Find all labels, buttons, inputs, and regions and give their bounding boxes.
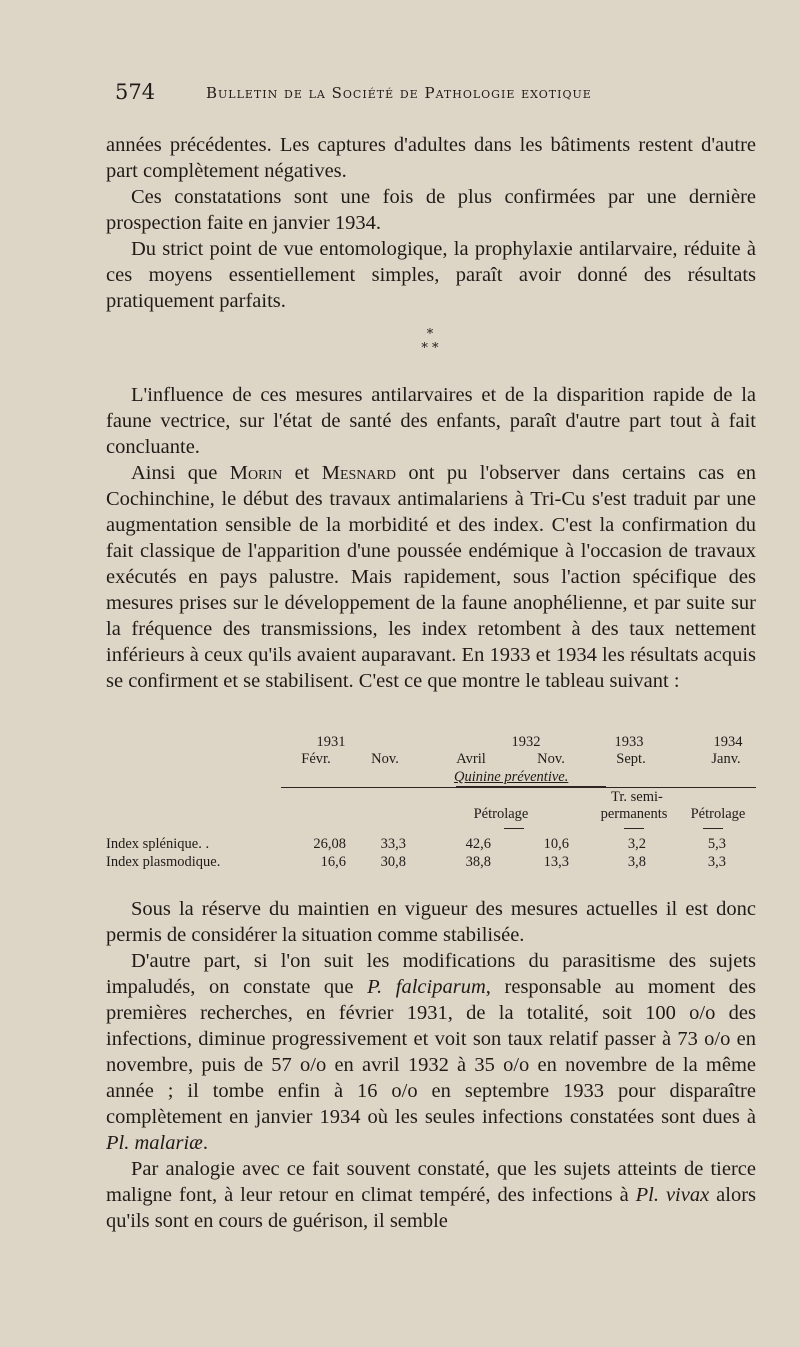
table-cell: 26,08	[313, 836, 346, 852]
table-cell: 42,6	[465, 836, 491, 852]
text-block-bottom	[106, 896, 756, 1234]
paragraph	[106, 948, 756, 1156]
column-dash	[703, 828, 723, 829]
text-run: Par analogie avec ce fait souvent constaté, que les sujets atteints de tierce maligne font, à leur retour en climat tempéré, des infections à	[106, 1158, 756, 1206]
month-header: Avril	[456, 751, 486, 767]
table-cell: 33,3	[380, 836, 406, 852]
month-header: Févr.	[301, 751, 331, 767]
separator-stars: * *	[421, 341, 439, 356]
table-cell: 30,8	[380, 854, 406, 870]
table-cell: 3,2	[627, 836, 646, 852]
paragraph	[106, 460, 756, 694]
month-header: Nov.	[371, 751, 399, 767]
text-block-top	[106, 132, 756, 314]
text-run: , responsable au moment des premières recherches, en février 1931, de la totalité, soit 100 o/o des infections, diminue progressivement et voit son taux relatif passer à 73 o/o en novembre, puis de 57 o/o en avril 1932 à 35 o/o en novembre de la même année ; il tombe enfin à 16 o/o en septembre 1933 pour disparaître complètement en janvier 1934 où les seules infections constatées sont dues à	[106, 976, 757, 1128]
month-header: Nov.	[537, 751, 565, 767]
text-run: ont pu l'observer dans certains cas en Cochinchine, le début des travaux antimalariens à Tri-Cu s'est traduit par une augmentation sensible de la morbidité et des index. C'est la confirmation du fait classique de l'apparition d'une poussée endémique à l'occasion de travaux exécutés en pays palustre. Mais rapidement, sous l'action spécifique des mesures prises sur le développement de la faune anophélienne, et par suite sur la fréquence des transmissions, les index retombent à des taux nettement inférieurs à ceux qu'ils avaient auparavant. En 1933 et 1934 les résultats acquis se confirment et se stabilisent. C'est ce que montre le tableau suivant :	[106, 462, 756, 692]
text-run: et	[294, 462, 310, 484]
row-label: Index plasmodique.	[106, 854, 221, 870]
paragraph: Sous la réserve du maintien en vigueur des mesures actuelles il est donc permis de considérer la situation comme stabilisée.	[106, 898, 756, 946]
table-cell: 16,6	[320, 854, 346, 870]
table-cell: 3,3	[707, 854, 726, 870]
column-dash	[624, 828, 644, 829]
species-name: Pl. malariæ	[106, 1132, 203, 1154]
page-header	[115, 80, 755, 110]
table-cell: 10,6	[543, 836, 569, 852]
year-header: 1932	[511, 734, 541, 750]
year-header: 1934	[713, 734, 743, 750]
species-name: Pl. vivax	[635, 1184, 710, 1206]
year-header: 1933	[614, 734, 644, 750]
brace-rule	[456, 786, 606, 788]
species-name: P. falciparum	[367, 976, 486, 998]
running-head: Bulletin de la Société de Pathologie exotique	[206, 84, 592, 102]
author-name: Mesnard	[321, 462, 396, 484]
page-number: 574	[115, 80, 156, 104]
text-run: Ainsi que	[131, 462, 218, 484]
sub-header: Pétrolage	[473, 806, 529, 822]
text-block-middle	[106, 382, 756, 694]
paragraph: L'influence de ces mesures antilarvaires et de la disparition rapide de la faune vectrice, sur l'état de santé des enfants, paraît d'autre part tout à fait concluante.	[106, 384, 756, 458]
sub-header: Pétrolage	[690, 806, 746, 822]
sub-header: Tr. semi-	[611, 789, 663, 805]
brace-label: Quinine préventive.	[454, 769, 569, 785]
sub-header: permanents	[600, 806, 668, 822]
paragraph: Ces constatations sont une fois de plus confirmées par une dernière prospection faite en janvier 1934.	[106, 186, 756, 234]
table-cell: 3,8	[627, 854, 646, 870]
column-dash	[504, 828, 524, 829]
table-cell: 5,3	[707, 836, 726, 852]
month-header: Sept.	[616, 751, 646, 767]
section-separator	[415, 328, 445, 356]
row-label: Index splénique. .	[106, 836, 210, 852]
table-cell: 13,3	[543, 854, 569, 870]
separator-star: *	[426, 327, 434, 342]
table-cell: 38,8	[465, 854, 491, 870]
paragraph: Du strict point de vue entomologique, la prophylaxie antilarvaire, réduite à ces moyens essentiellement simples, paraît avoir donné des résultats pratiquement parfaits.	[106, 238, 756, 312]
text-run: alors qu'ils sont en cours de guérison, il semble	[106, 1184, 757, 1232]
year-header: 1931	[316, 734, 346, 750]
paragraph	[106, 1156, 756, 1234]
author-name: Morin	[229, 462, 283, 484]
data-table	[106, 730, 756, 880]
month-header: Janv.	[711, 751, 741, 767]
text-run: .	[202, 1132, 208, 1154]
paragraph: années précédentes. Les captures d'adultes dans les bâtiments restent d'autre part complètement négatives.	[106, 134, 756, 182]
text-run: D'autre part, si l'on suit les modifications du parasitisme des sujets impaludés, on constate que	[106, 950, 756, 998]
